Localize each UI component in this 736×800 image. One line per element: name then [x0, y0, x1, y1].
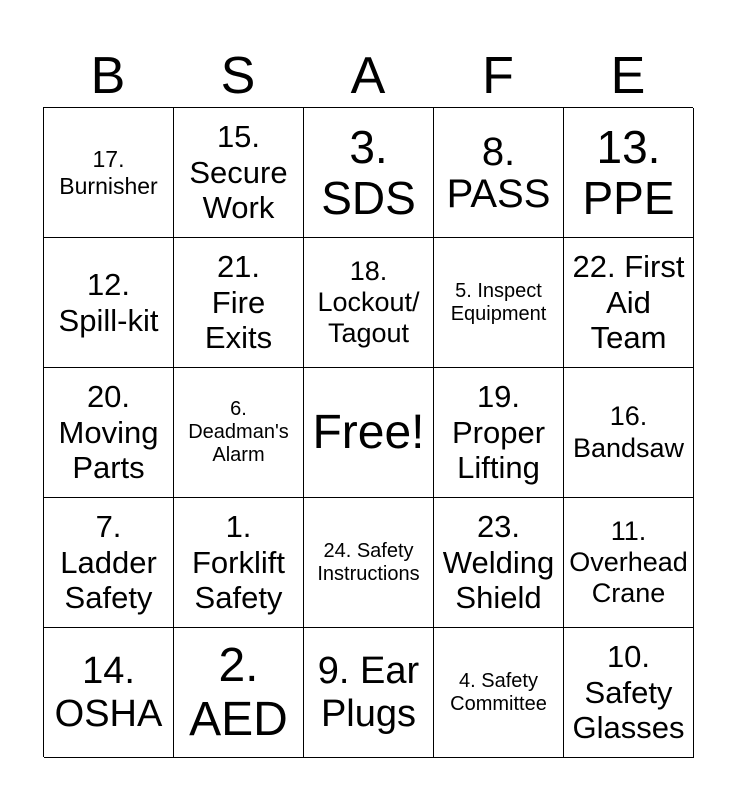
- cell-text: 7. Ladder Safety: [60, 509, 157, 616]
- cell-text: 3. SDS: [321, 120, 416, 224]
- bingo-cell[interactable]: [304, 108, 434, 238]
- cell-text: 5. Inspect Equipment: [450, 279, 547, 325]
- bingo-cell[interactable]: [44, 628, 174, 758]
- bingo-board: [43, 107, 693, 757]
- header-letter-e: E: [610, 47, 646, 105]
- bingo-cell[interactable]: [44, 498, 174, 628]
- bingo-header: [43, 44, 693, 108]
- cell-text: 12. Spill-kit: [58, 266, 159, 338]
- cell-text: 20. Moving Parts: [58, 379, 159, 486]
- bingo-cell[interactable]: [564, 238, 694, 368]
- header-letter-s: S: [220, 47, 256, 105]
- cell-text: 19. Proper Lifting: [451, 379, 546, 486]
- bingo-cell[interactable]: [304, 498, 434, 628]
- bingo-cell[interactable]: [564, 108, 694, 238]
- bingo-cell[interactable]: [44, 108, 174, 238]
- free-space-text: Free!: [312, 405, 425, 459]
- bingo-cell[interactable]: [434, 108, 564, 238]
- bingo-cell[interactable]: [174, 108, 304, 238]
- header-letter-f: F: [482, 47, 514, 105]
- bingo-cell[interactable]: [564, 368, 694, 498]
- bingo-cell[interactable]: [434, 368, 564, 498]
- cell-text: 10. Safety Glasses: [572, 639, 685, 746]
- cell-text: 4. Safety Committee: [450, 669, 547, 715]
- bingo-cell[interactable]: [174, 498, 304, 628]
- bingo-cell[interactable]: [44, 238, 174, 368]
- bingo-cell[interactable]: [434, 238, 564, 368]
- bingo-cell[interactable]: [304, 238, 434, 368]
- bingo-cell[interactable]: [174, 238, 304, 368]
- cell-text: 8. PASS: [446, 129, 551, 216]
- bingo-cell[interactable]: [564, 498, 694, 628]
- bingo-cell[interactable]: [44, 368, 174, 498]
- cell-text: 17. Burnisher: [59, 146, 158, 199]
- bingo-cell[interactable]: [304, 628, 434, 758]
- cell-text: 23. Welding Shield: [442, 509, 555, 616]
- cell-text: 24. Safety Instructions: [317, 539, 420, 585]
- cell-text: 1. Forklift Safety: [192, 509, 285, 616]
- cell-text: 13. PPE: [582, 120, 675, 224]
- header-letter-a: A: [350, 47, 386, 105]
- cell-text: 18. Lockout/ Tagout: [317, 255, 420, 349]
- bingo-cell[interactable]: [434, 628, 564, 758]
- cell-text: 16. Bandsaw: [572, 401, 685, 463]
- cell-text: 21. Fire Exits: [204, 249, 273, 356]
- header-letter-b: B: [90, 47, 126, 105]
- bingo-cell[interactable]: [434, 498, 564, 628]
- cell-text: 9. Ear Plugs: [317, 649, 420, 735]
- bingo-cell[interactable]: [564, 628, 694, 758]
- cell-text: 2. AED: [189, 638, 288, 746]
- free-space-cell[interactable]: [304, 368, 434, 498]
- cell-text: 11. Overhead Crane: [569, 515, 688, 609]
- cell-text: 15. Secure Work: [189, 119, 288, 226]
- bingo-cell[interactable]: [174, 368, 304, 498]
- cell-text: 6. Deadman's Alarm: [188, 398, 289, 466]
- cell-text: 14. OSHA: [54, 649, 163, 735]
- bingo-cell[interactable]: [174, 628, 304, 758]
- cell-text: 22. First Aid Team: [572, 249, 685, 356]
